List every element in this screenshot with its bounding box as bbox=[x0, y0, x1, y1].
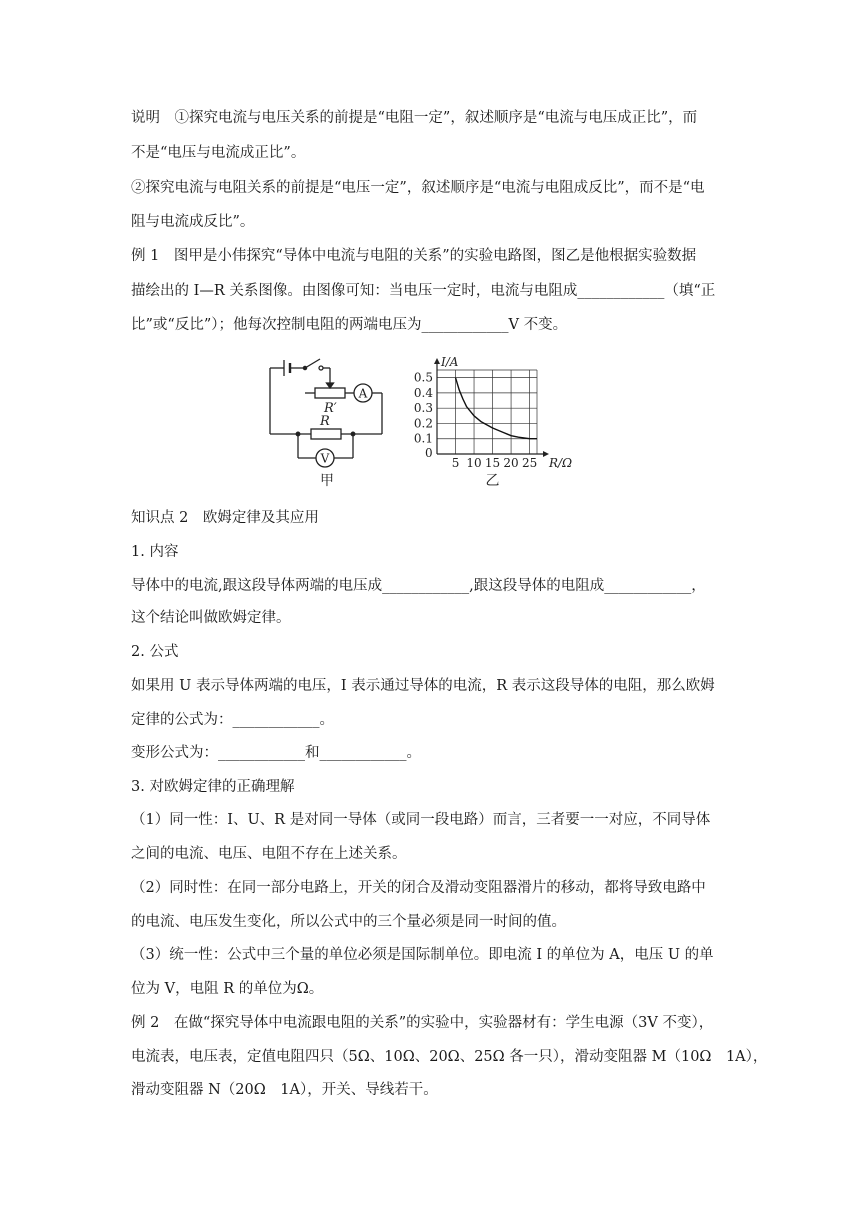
text-line: （1）同一性：I、U、R 是对同一导体（或同一段电路）而言，三者要一一对应，不同导体 bbox=[131, 812, 711, 828]
switch-icon bbox=[305, 359, 320, 368]
subheading: 2. 公式 bbox=[131, 644, 179, 660]
slider-arrow-icon bbox=[327, 383, 334, 388]
i-r-graph bbox=[414, 355, 572, 489]
y-tick-label: 0.2 bbox=[413, 416, 433, 431]
x-tick-label: 15 bbox=[484, 456, 501, 470]
section-heading: 知识点 2 欧姆定律及其应用 bbox=[131, 510, 319, 526]
text-line: 不是“电压与电流成正比”。 bbox=[131, 145, 306, 161]
y-axis-label: I/A bbox=[441, 355, 459, 369]
text-line: 位为 V，电阻 R 的单位为Ω。 bbox=[131, 981, 324, 997]
text-line: （3）统一性：公式中三个量的单位必须是国际制单位。即电流 I 的单位为 A，电压 U 的单 bbox=[131, 947, 714, 963]
text-line: （2）同时性：在同一部分电路上，开关的闭合及滑动变阻器滑片的移动，都将导致电路中 bbox=[131, 880, 706, 896]
voltmeter-label: V bbox=[320, 451, 330, 466]
example-1-line: 例 1 图甲是小伟探究“导体中电流与电阻的关系”的实验电路图，图乙是他根据实验数据 bbox=[131, 248, 697, 264]
text-line: 的电流、电压发生变化，所以公式中的三个量必须是同一时间的值。 bbox=[131, 914, 566, 930]
text-line: 电流表，电压表，定值电阻四只（5Ω、10Ω、20Ω、25Ω 各一只），滑动变阻器 M（10Ω 1A）， bbox=[131, 1049, 768, 1065]
switch-icon bbox=[319, 366, 323, 370]
grid bbox=[437, 370, 537, 454]
example-2-line: 例 2 在做“探究导体中电流跟电阻的关系”的实验中，实验器材有：学生电源（3V 不变）， bbox=[131, 1015, 714, 1031]
y-tick-label: 0.5 bbox=[413, 370, 433, 385]
resistor-icon bbox=[311, 429, 341, 439]
text-line: 滑动变阻器 N（20Ω 1A），开关、导线若干。 bbox=[131, 1082, 438, 1098]
resistor-label: R bbox=[320, 414, 330, 429]
origin-label: 0 bbox=[425, 446, 433, 460]
text-line: 说明 ①探究电流与电压关系的前提是“电阻一定”，叙述顺序是“电流与电压成正比”，而 bbox=[131, 110, 698, 126]
x-tick-label: 20 bbox=[503, 456, 519, 470]
y-tick-label: 0.3 bbox=[413, 401, 433, 416]
subheading: 1. 内容 bbox=[131, 544, 179, 560]
figure-svg bbox=[262, 352, 592, 492]
subheading: 3. 对欧姆定律的正确理解 bbox=[131, 779, 295, 795]
rheostat-label: R′ bbox=[324, 401, 337, 416]
ammeter-label: A bbox=[358, 386, 368, 401]
y-tick-label: 0.1 bbox=[413, 431, 433, 446]
axes bbox=[434, 358, 549, 457]
text-line: 变形公式为：____________和____________。 bbox=[131, 745, 421, 761]
x-tick-label: 5 bbox=[451, 456, 460, 470]
graph-caption: 乙 bbox=[485, 473, 500, 489]
y-tick-label: 0.4 bbox=[413, 385, 433, 400]
text-line: 描绘出的 I—R 关系图像。由图像可知：当电压一定时，电流与电阻成____________（填“正 bbox=[131, 283, 716, 299]
text-line: 如果用 U 表示导体两端的电压，I 表示通过导体的电流，R 表示这段导体的电阻，那么欧姆 bbox=[131, 678, 715, 694]
text-line: 导体中的电流,跟这段导体两端的电压成____________,跟这段导体的电阻成____________， bbox=[131, 578, 706, 594]
y-axis-arrow-icon bbox=[434, 358, 440, 364]
example-1-figure bbox=[262, 352, 592, 492]
text-line: ②探究电流与电阻关系的前提是“电压一定”，叙述顺序是“电流与电阻成反比”，而不是“电 bbox=[131, 180, 705, 196]
x-axis-label: R/Ω bbox=[549, 456, 573, 470]
text-line: 比”或“反比”）；他每次控制电阻的两端电压为____________V 不变。 bbox=[131, 317, 568, 333]
text-line: 之间的电流、电压、电阻不存在上述关系。 bbox=[131, 846, 407, 862]
text-line: 阻与电流成反比”。 bbox=[131, 214, 255, 230]
rheostat-icon bbox=[315, 388, 345, 398]
x-tick-label: 25 bbox=[521, 456, 538, 470]
circuit-caption: 甲 bbox=[320, 473, 334, 489]
text-line: 定律的公式为：____________。 bbox=[131, 712, 334, 728]
x-tick-label: 10 bbox=[466, 456, 482, 470]
text-line: 这个结论叫做欧姆定律。 bbox=[131, 610, 291, 626]
